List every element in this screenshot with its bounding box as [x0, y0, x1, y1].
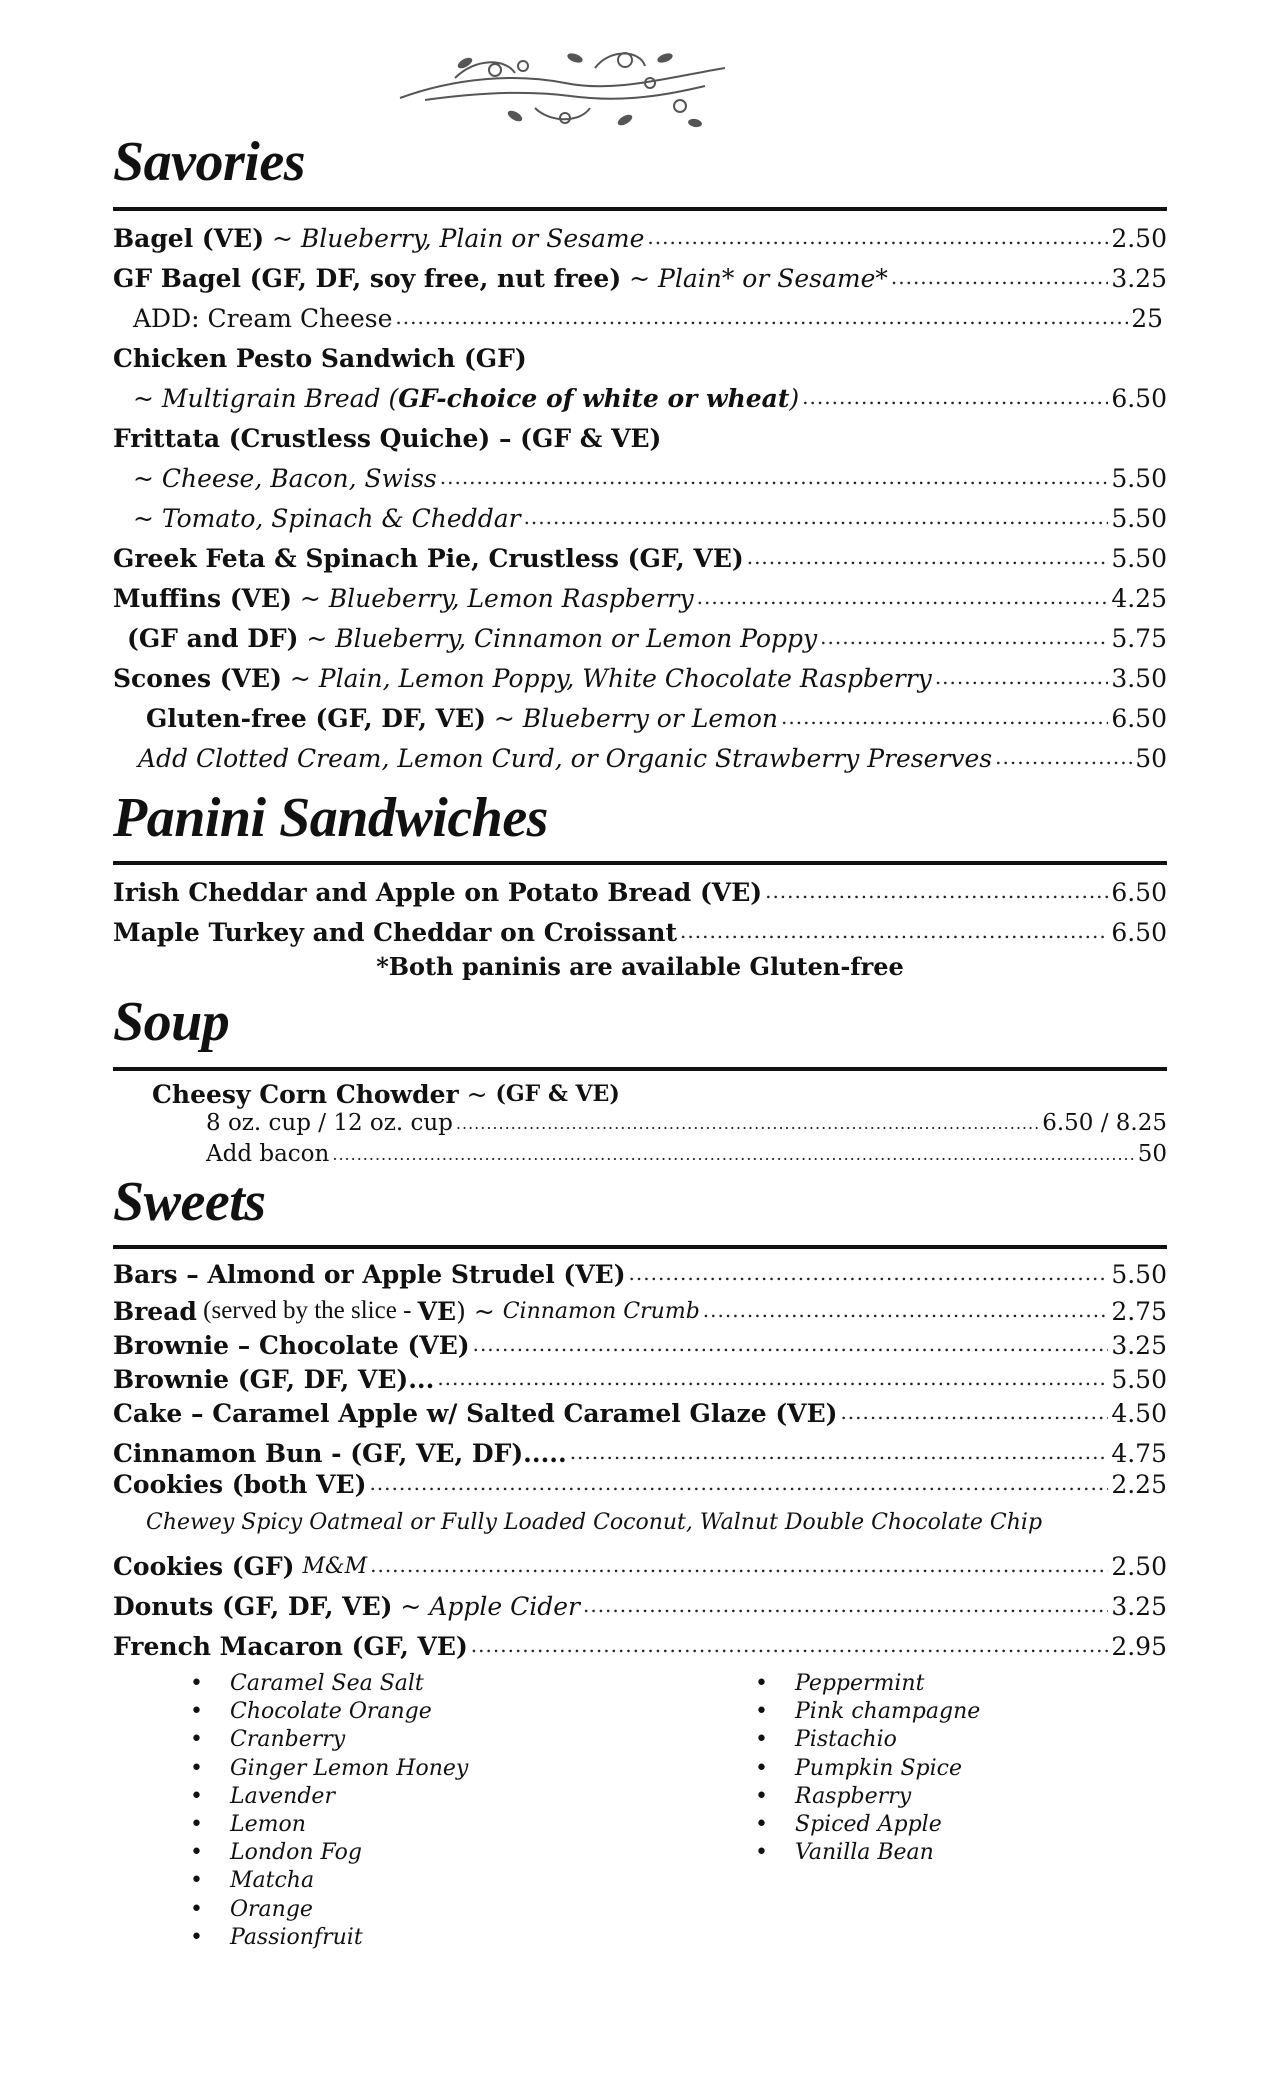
item-price: 25: [1131, 303, 1163, 333]
item-separator: ~: [392, 1591, 430, 1621]
dot-leader: [840, 1393, 1108, 1433]
list-item: • Matcha: [190, 1867, 468, 1895]
section-title-soup: Soup: [113, 991, 230, 1053]
item-name: Cookies (GF): [113, 1551, 295, 1581]
list-item: • Passionfruit: [190, 1924, 468, 1952]
dot-leader: [697, 578, 1109, 618]
item-separator: ~: [458, 1079, 496, 1109]
item-price: 5.50: [1111, 1364, 1167, 1394]
dot-leader: [935, 658, 1109, 698]
item-price: 3.25: [1111, 1591, 1167, 1621]
menu-item-donuts: [113, 1586, 1167, 1626]
item-description-bold: GF-choice of white or wheat: [398, 383, 790, 413]
list-item: • Lemon: [190, 1811, 468, 1839]
item-description: Blueberry, Lemon Raspberry: [328, 583, 694, 613]
section-title-panini: Panini Sandwiches: [113, 787, 548, 849]
menu-item-gf-bagel: [113, 258, 1167, 298]
item-label: Add bacon: [206, 1141, 330, 1167]
dot-leader: [820, 618, 1108, 658]
menu-item-frittata: [113, 418, 1167, 458]
item-price: 3.50: [1111, 663, 1167, 693]
item-price: 2.95: [1111, 1631, 1167, 1661]
vine-flourish-icon: [395, 38, 735, 138]
menu-item-muffins-gf: [127, 618, 1167, 658]
list-item: • Vanilla Bean: [755, 1839, 980, 1867]
item-description: Add Clotted Cream, Lemon Curd, or Organic Strawberry Preserves: [138, 743, 993, 773]
item-description-close: ): [789, 383, 800, 413]
dot-leader: [747, 538, 1109, 578]
item-name: Brownie – Chocolate (VE): [113, 1330, 470, 1360]
item-price: 4.50: [1111, 1398, 1167, 1428]
item-name: Maple Turkey and Cheddar on Croissant: [113, 917, 678, 947]
dot-leader: [765, 872, 1108, 912]
menu-item-bars: [113, 1254, 1167, 1294]
item-tags: (GF & VE): [495, 1081, 620, 1107]
item-price: 6.50: [1111, 703, 1167, 733]
item-price: 2.50: [1111, 223, 1167, 253]
item-price: 5.75: [1111, 623, 1167, 653]
menu-item-chicken-pesto-detail: [133, 378, 1167, 418]
dot-leader: [524, 498, 1109, 538]
item-description: Blueberry, Plain or Sesame: [300, 223, 645, 253]
item-description: Plain* or Sesame*: [658, 263, 888, 293]
menu-item-french-macaron: [113, 1626, 1167, 1666]
item-note-close: ): [456, 1296, 466, 1326]
dot-leader: [471, 1626, 1109, 1666]
dot-leader: [891, 258, 1108, 298]
item-name: Gluten-free (GF, DF, VE): [146, 703, 486, 733]
item-name: (GF and DF): [127, 623, 299, 653]
item-label: 8 oz. cup / 12 oz. cup: [206, 1110, 453, 1136]
menu-item-greek-feta: [113, 538, 1167, 578]
item-description: Plain, Lemon Poppy, White Chocolate Raspberry: [318, 663, 932, 693]
item-name: Irish Cheddar and Apple on Potato Bread (VE): [113, 877, 763, 907]
item-name: Cinnamon Bun - (GF, VE, DF).....: [113, 1438, 567, 1468]
menu-item-frittata-option-1: [133, 458, 1167, 498]
item-price: 4.75: [1111, 1438, 1167, 1468]
item-price: 50: [1135, 743, 1167, 773]
dot-leader: [629, 1254, 1109, 1294]
item-name: Donuts (GF, DF, VE): [113, 1591, 393, 1621]
dot-leader: [647, 218, 1108, 258]
section-title-sweets: Sweets: [113, 1171, 266, 1233]
item-name: Cake – Caramel Apple w/ Salted Caramel Glaze (VE): [113, 1398, 838, 1428]
list-item: • Lavender: [190, 1783, 468, 1811]
list-item: • Pumpkin Spice: [755, 1755, 980, 1783]
dot-leader: [995, 738, 1132, 778]
cookies-description: Chewey Spicy Oatmeal or Fully Loaded Coconut, Walnut Double Chocolate Chip: [146, 1510, 1043, 1535]
item-name: Cookies (both VE): [113, 1469, 367, 1499]
item-name: Bagel (VE): [113, 223, 265, 253]
item-price: 6.50: [1111, 877, 1167, 907]
item-separator: ~: [298, 623, 336, 653]
section-divider: [113, 861, 1167, 865]
menu-addon-bacon: [206, 1137, 1167, 1171]
list-item: • Pistachio: [755, 1726, 980, 1754]
item-price: 2.25: [1111, 1469, 1167, 1499]
menu-item-muffins: [113, 578, 1167, 618]
item-price: 3.25: [1111, 1330, 1167, 1360]
menu-item-cookies-ve: [113, 1464, 1167, 1504]
dot-leader: [781, 698, 1108, 738]
dot-leader: [369, 1464, 1108, 1504]
section-divider: [113, 1245, 1167, 1249]
item-name: Muffins (VE): [113, 583, 292, 613]
list-item: • Cranberry: [190, 1726, 468, 1754]
item-separator: ~: [621, 263, 658, 293]
item-description: ~ Multigrain Bread (: [133, 383, 399, 413]
list-item: • Raspberry: [755, 1783, 980, 1811]
menu-addon-cream-cheese: [133, 298, 1163, 338]
item-description: Blueberry, Cinnamon or Lemon Poppy: [335, 623, 818, 653]
dot-leader: [440, 458, 1109, 498]
item-separator: ~: [264, 223, 301, 253]
item-price: 5.50: [1111, 463, 1167, 493]
menu-item-cookies-gf: [113, 1546, 1167, 1586]
item-description: ~ Tomato, Spinach & Cheddar: [133, 503, 521, 533]
menu-item-irish-cheddar-panini: [113, 872, 1167, 912]
item-price: 6.50: [1111, 383, 1167, 413]
macaron-flavor-list-left: [190, 1670, 468, 1952]
item-name: Bars – Almond or Apple Strudel (VE): [113, 1259, 626, 1289]
menu-item-bagel: [113, 218, 1167, 258]
item-name: Greek Feta & Spinach Pie, Crustless (GF, VE): [113, 543, 744, 573]
item-name: French Macaron (GF, VE): [113, 1631, 468, 1661]
section-title-savories: Savories: [113, 131, 305, 193]
item-name: GF Bagel (GF, DF, soy free, nut free): [113, 263, 622, 293]
item-price: 5.50: [1111, 503, 1167, 533]
item-description: Blueberry or Lemon: [522, 703, 778, 733]
list-item: • Chocolate Orange: [190, 1698, 468, 1726]
item-separator: ~: [465, 1296, 503, 1326]
item-price: 4.25: [1111, 583, 1167, 613]
addon-label: ADD: Cream Cheese: [133, 303, 393, 333]
dot-leader: [332, 1134, 1134, 1174]
list-item: • Caramel Sea Salt: [190, 1670, 468, 1698]
dot-leader: [370, 1546, 1108, 1586]
menu-addon-scone-toppings: [138, 738, 1167, 778]
panini-gluten-free-note: *Both paninis are available Gluten-free: [376, 952, 904, 981]
item-price: 5.50: [1111, 1259, 1167, 1289]
item-name: Cheesy Corn Chowder: [152, 1079, 459, 1109]
item-separator: ~: [291, 583, 329, 613]
dot-leader: [583, 1586, 1108, 1626]
item-description: Cinnamon Crumb: [502, 1298, 700, 1324]
menu-item-chicken-pesto: [113, 338, 1167, 378]
menu-item-frittata-option-2: [133, 498, 1167, 538]
item-separator: ~: [281, 663, 319, 693]
item-separator: ~: [485, 703, 523, 733]
item-price: 3.25: [1111, 263, 1167, 293]
list-item: • Pink champagne: [755, 1698, 980, 1726]
section-divider: [113, 207, 1167, 211]
list-item: • Spiced Apple: [755, 1811, 980, 1839]
list-item: • London Fog: [190, 1839, 468, 1867]
item-price: 5.50: [1111, 543, 1167, 573]
dot-leader: [802, 378, 1108, 418]
item-price: 6.50: [1111, 917, 1167, 947]
dot-leader: [680, 912, 1108, 952]
item-name: Chicken Pesto Sandwich (GF): [113, 343, 527, 373]
item-note: (served by the slice -: [196, 1297, 418, 1324]
menu-item-scones-gf: [146, 698, 1167, 738]
list-item: • Ginger Lemon Honey: [190, 1755, 468, 1783]
menu-item-scones: [113, 658, 1167, 698]
list-item: • Peppermint: [755, 1670, 980, 1698]
dot-leader: [395, 298, 1128, 338]
item-name: Bread: [113, 1296, 197, 1326]
menu-item-maple-turkey-panini: [113, 912, 1167, 952]
item-tag: VE: [417, 1296, 457, 1326]
macaron-flavor-list-right: [755, 1670, 980, 1867]
item-description: ~ Cheese, Bacon, Swiss: [133, 463, 437, 493]
item-name: Frittata (Crustless Quiche) – (GF & VE): [113, 423, 662, 453]
section-divider: [113, 1067, 1167, 1071]
item-price: 2.75: [1111, 1296, 1167, 1326]
item-price: 2.50: [1111, 1551, 1167, 1581]
menu-item-cake: [113, 1393, 1167, 1433]
item-description: Apple Cider: [429, 1591, 580, 1621]
item-name: Brownie (GF, DF, VE)...: [113, 1364, 435, 1394]
item-price: 6.50 / 8.25: [1042, 1110, 1167, 1136]
item-name: Scones (VE): [113, 663, 282, 693]
item-description: M&M: [302, 1553, 368, 1579]
list-item: • Orange: [190, 1896, 468, 1924]
item-price: 50: [1137, 1141, 1167, 1167]
